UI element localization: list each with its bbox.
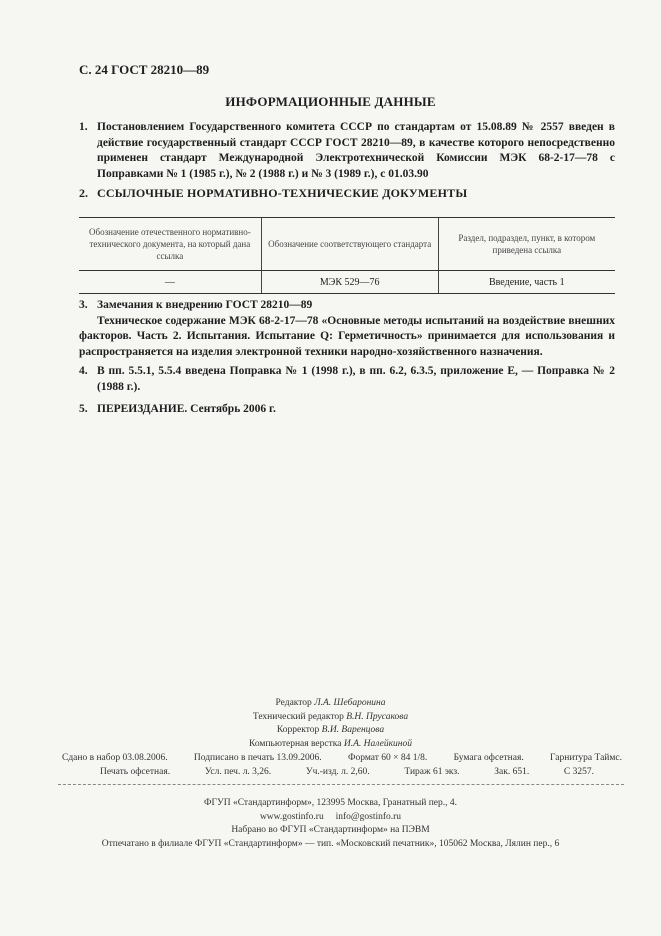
- print-detail: Уч.-изд. л. 2,60.: [305, 766, 370, 777]
- layout-label: Компьютерная верстка: [249, 738, 342, 749]
- layout-line: [0, 738, 661, 752]
- corrector-name: В.И. Варенцова: [321, 725, 385, 735]
- section-3-heading: Замечания к внедрению ГОСТ 28210—89: [97, 299, 313, 311]
- corrector-label: Корректор: [276, 725, 320, 735]
- reference-table: [79, 217, 615, 294]
- section-2-number: 2.: [79, 186, 88, 200]
- publisher-line: ФГУП «Стандартинформ», 123995 Москва, Гранатный пер., 4.: [203, 798, 458, 808]
- section-5: [79, 402, 615, 418]
- divider: [58, 784, 624, 785]
- section-2: [79, 186, 615, 201]
- section-1-number: 1.: [79, 121, 88, 133]
- section-3: [79, 298, 615, 360]
- tech-editor-line: [0, 711, 661, 725]
- tech-editor-name: В.Н. Прусакова: [346, 711, 409, 722]
- section-5-number: 5.: [79, 403, 88, 415]
- publisher-line: Отпечатано в филиале ФГУП «Стандартинформ» — тип. «Московский печатник», 105062 Москва, Лялин пер., 6: [101, 838, 560, 849]
- corrector-line: [0, 724, 661, 738]
- section-4-number: 4.: [79, 365, 88, 377]
- editor-label: Редактор: [275, 698, 312, 708]
- section-1-text: Постановлением Государственного комитета СССР по стандартам от 15.08.89 № 2557 введен в действие государственный стандарт СССР ГОСТ 28210—89, в качестве которого непосредственно применен стандарт Международной Электротехнической Комиссии МЭК 68-2-17—78 с Поправками № 1 (1985 г.), № 2 (1988 г.) и № 3 (1989 г.), с 01.03.90: [97, 121, 615, 180]
- print-detail: Усл. печ. л. 3,26.: [204, 766, 272, 777]
- section-3-text: Техническое содержание МЭК 68-2-17—78 «Основные методы испытаний на воздействие внешних факторов. Часть 2. Испытания. Испытание Q: Герметичность» принимается для использования и распространяется на изделия электронной техники народно-хозяйственного назначения.: [79, 314, 615, 358]
- table-cell: —: [79, 271, 261, 294]
- section-1: [79, 120, 615, 182]
- publisher-line: Набрано во ФГУП «Стандартинформ» на ПЭВМ: [231, 825, 430, 835]
- editor-line: [0, 697, 661, 711]
- table-cell: МЭК 529—76: [261, 271, 438, 294]
- print-details-line-2: [62, 766, 622, 780]
- reference-table-header-row: [79, 218, 615, 271]
- section-4-text: В пп. 5.5.1, 5.5.4 введена Поправка № 1 (1998 г.), в пп. 6.2, 6.3.5, приложение Е, — Поправка № 2 (1988 г.).: [97, 365, 615, 393]
- section-4: [79, 364, 615, 395]
- reference-table-header: Обозначение отечественного нормативно-технического документа, на который дана ссылка: [79, 218, 261, 271]
- publisher-block: [0, 797, 661, 851]
- reference-table-header: Раздел, подраздел, пункт, в котором приведена ссылка: [438, 218, 615, 271]
- print-details-line-1: [62, 752, 622, 766]
- layout-name: И.А. Налейкиной: [343, 738, 412, 749]
- section-2-heading: ССЫЛОЧНЫЕ НОРМАТИВНО-ТЕХНИЧЕСКИЕ ДОКУМЕНТЫ: [97, 186, 468, 200]
- page-title: ИНФОРМАЦИОННЫЕ ДАННЫЕ: [225, 94, 436, 109]
- print-detail: С 3257.: [563, 766, 594, 777]
- print-detail: Бумага офсетная.: [453, 753, 524, 763]
- table-cell: Введение, часть 1: [438, 271, 615, 294]
- print-detail: Формат 60 × 84 1/8.: [347, 753, 428, 763]
- print-detail: Тираж 61 экз.: [404, 766, 460, 777]
- print-detail: Сдано в набор 03.08.2006.: [62, 753, 168, 763]
- tech-editor-label: Технический редактор: [252, 711, 344, 722]
- section-5-text: ПЕРЕИЗДАНИЕ. Сентябрь 2006 г.: [97, 403, 276, 415]
- page-header: С. 24 ГОСТ 28210—89: [79, 62, 210, 77]
- table-row: [79, 271, 615, 294]
- print-detail: Печать офсетная.: [100, 766, 171, 777]
- print-details: [62, 752, 622, 779]
- editors-block: [0, 697, 661, 751]
- reference-table-header: Обозначение соответствующего стандарта: [261, 218, 438, 271]
- publisher-line: www.gostinfo.ru info@gostinfo.ru: [259, 811, 402, 822]
- editor-name: Л.А. Шебаронина: [314, 698, 386, 708]
- section-3-number: 3.: [79, 299, 88, 311]
- print-detail: Подписано в печать 13.09.2006.: [193, 753, 322, 763]
- print-detail: Зак. 651.: [494, 766, 530, 777]
- print-detail: Гарнитура Таймс.: [550, 753, 622, 763]
